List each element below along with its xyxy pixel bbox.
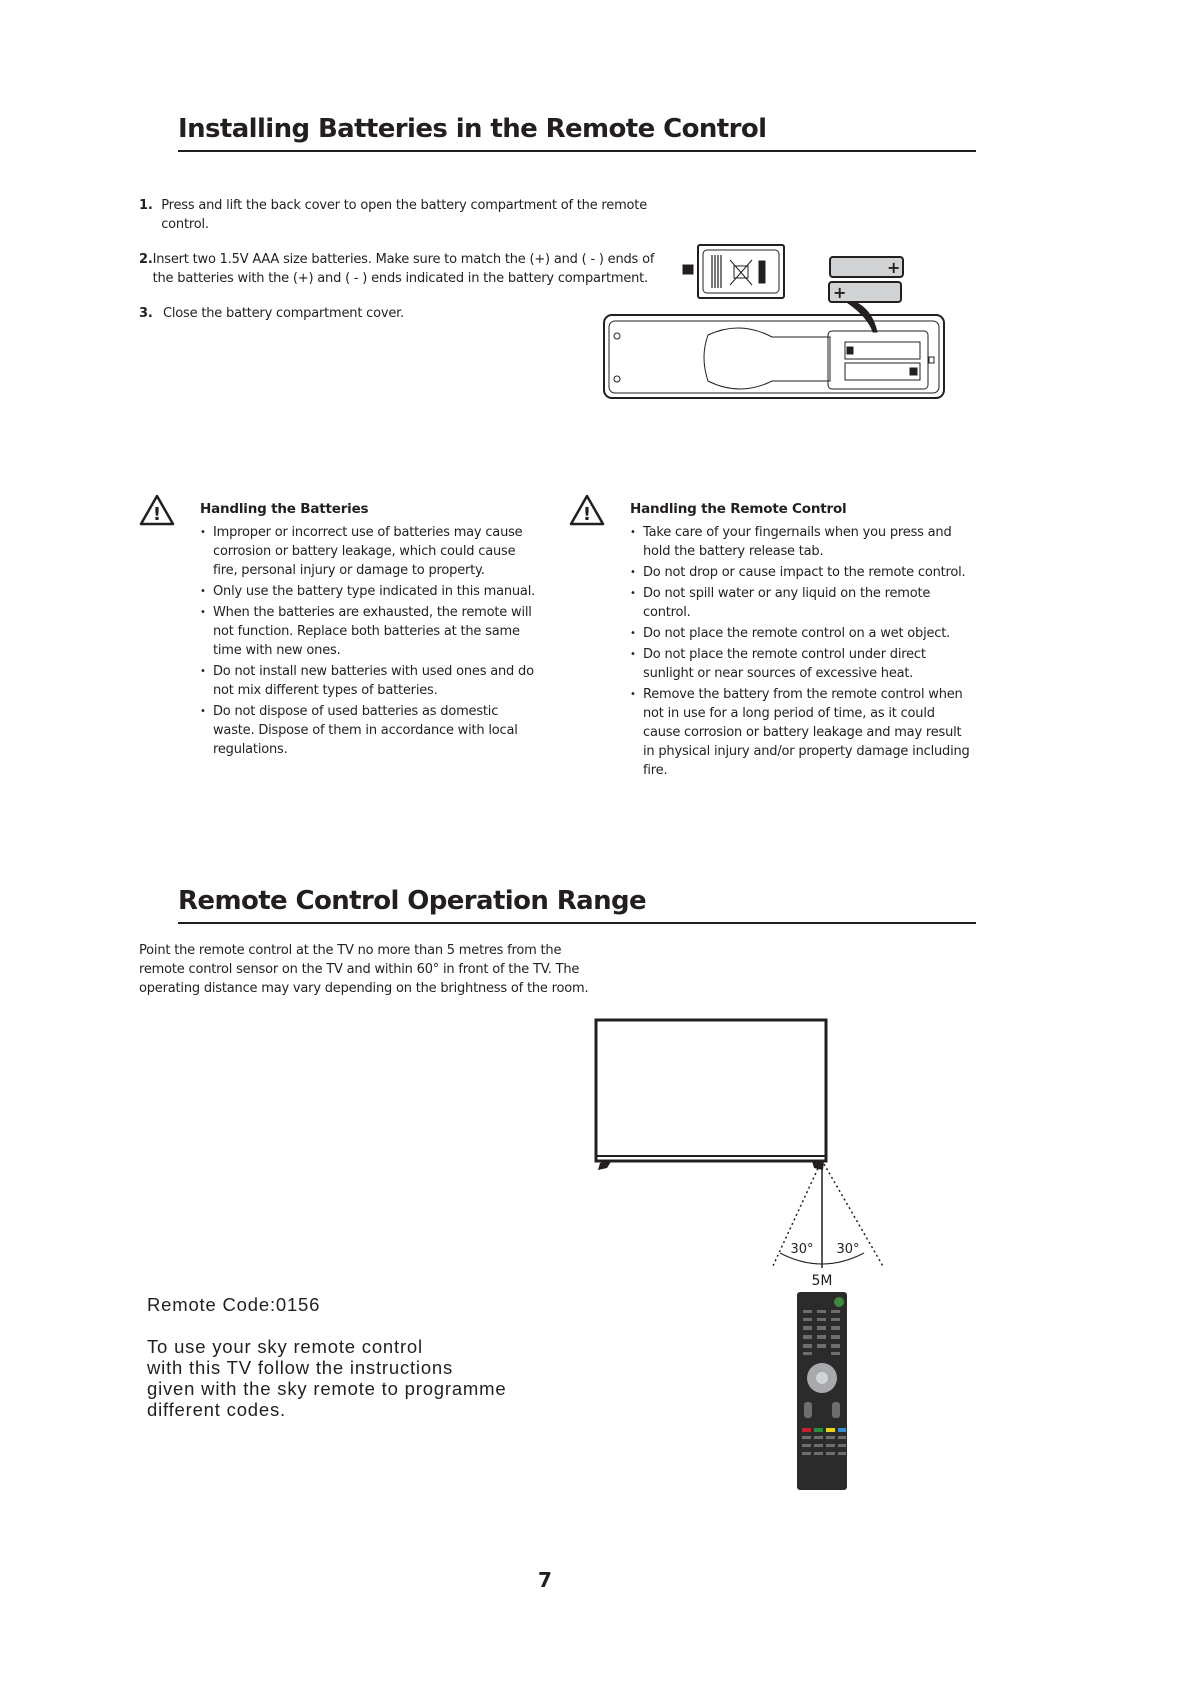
warning-icon — [569, 494, 605, 526]
step-number: 2. — [139, 252, 153, 267]
svg-text:!: ! — [152, 504, 162, 525]
step-text: Press and lift the back cover to open the battery compartment of the remote control. — [161, 198, 647, 232]
svg-text:!: ! — [582, 504, 592, 525]
list-item: • Take care of your fingernails when you press and hold the battery release tab. — [630, 523, 970, 561]
sky-instructions — [147, 1336, 506, 1420]
list-item: • Do not place the remote control under direct sunlight or near sources of excessive heat. — [630, 645, 970, 683]
instruction-line: different codes. — [147, 1399, 286, 1420]
step-text: Insert two 1.5V AAA size batteries. Make sure to match the (+) and ( - ) ends of the batteries with the (+) and ( - ) ends indicated in the battery compartment. — [152, 252, 655, 286]
battery-installation-diagram — [600, 235, 960, 405]
operation-range-diagram — [590, 1010, 890, 1490]
page-number: 7 — [538, 1568, 552, 1592]
warning-icon — [139, 494, 175, 526]
step-2 — [139, 250, 659, 288]
handling-remote-list — [630, 523, 970, 780]
instruction-line: To use your sky remote control — [147, 1336, 423, 1357]
step-number: 3. — [139, 306, 153, 321]
step-1 — [139, 196, 659, 234]
angle-left-label: 30° — [790, 1242, 814, 1257]
step-text: Close the battery compartment cover. — [163, 306, 405, 321]
list-item: • Do not place the remote control on a wet object. — [630, 624, 970, 643]
instruction-line: with this TV follow the instructions — [147, 1357, 454, 1378]
svg-text:+: + — [887, 258, 901, 277]
section-title-batteries: Installing Batteries in the Remote Control — [178, 114, 767, 144]
instruction-line: given with the sky remote to programme — [147, 1378, 507, 1399]
handling-remote-section — [630, 500, 970, 782]
remote-code: Remote Code:0156 — [147, 1294, 321, 1315]
list-item: • Do not spill water or any liquid on the remote control. — [630, 584, 970, 622]
tv-illustration — [596, 1020, 826, 1170]
range-paragraph: Point the remote control at the TV no more than 5 metres from the remote control sensor on the TV and within 60° in front of the TV. The operating distance may vary depending on the brightness of the room. — [139, 943, 589, 996]
list-item: • Do not drop or cause impact to the remote control. — [630, 563, 970, 582]
step-3 — [139, 304, 659, 323]
angle-right-label: 30° — [836, 1242, 860, 1257]
remote-control-illustration — [797, 1292, 847, 1490]
handling-batteries-title: Handling the Batteries — [200, 501, 369, 517]
list-item: • Improper or incorrect use of batteries may cause corrosion or battery leakage, which could cause fire, personal injury or damage to property. — [200, 523, 540, 580]
list-item: • Do not install new batteries with used ones and do not mix different types of batteries. — [200, 662, 540, 700]
step-number: 1. — [139, 198, 153, 213]
section-title-range: Remote Control Operation Range — [178, 886, 647, 916]
handling-batteries-section — [200, 500, 540, 761]
battery-steps — [139, 196, 659, 339]
handling-remote-title: Handling the Remote Control — [630, 501, 847, 517]
list-item: • Remove the battery from the remote control when not in use for a long period of time, as it could cause corrosion or battery leakage and may result in physical injury and/or property damage including fire. — [630, 685, 970, 780]
title-rule — [178, 150, 976, 152]
distance-label: 5M — [811, 1273, 833, 1289]
list-item: • Do not dispose of used batteries as domestic waste. Dispose of them in accordance with local regulations. — [200, 702, 540, 759]
svg-text:+: + — [833, 283, 847, 302]
list-item: • Only use the battery type indicated in this manual. — [200, 582, 540, 601]
title-rule — [178, 922, 976, 924]
handling-batteries-list — [200, 523, 540, 759]
list-item: • When the batteries are exhausted, the remote will not function. Replace both batteries at the same time with new ones. — [200, 603, 540, 660]
